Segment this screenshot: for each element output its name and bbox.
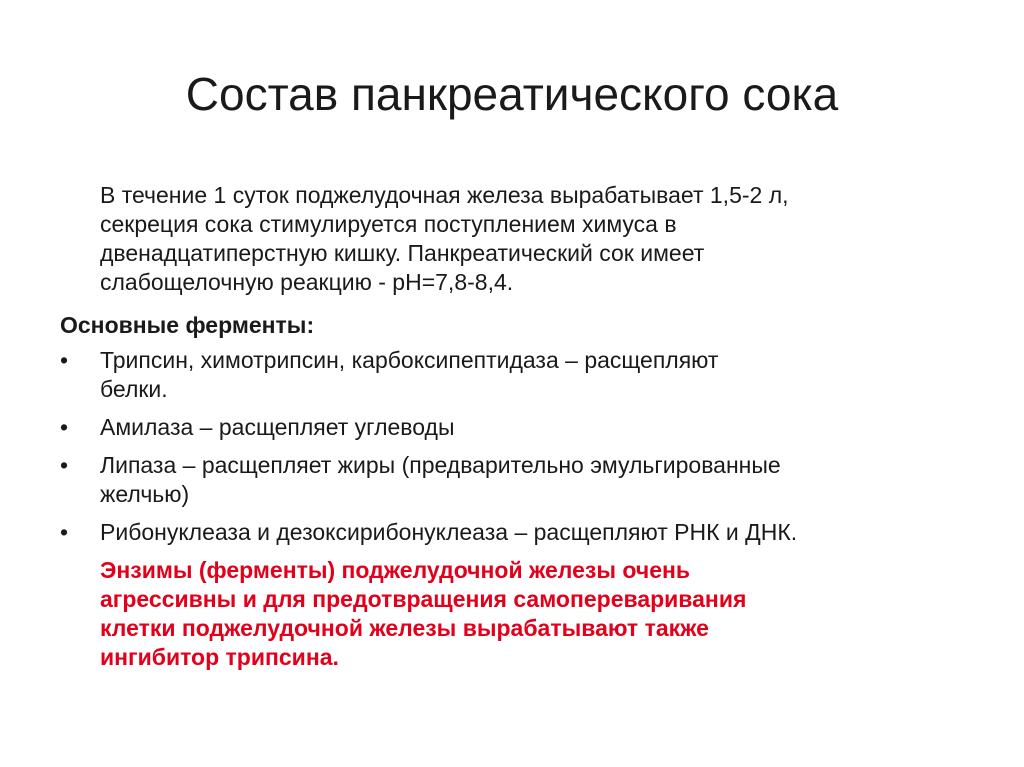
bullet-icon: • — [60, 347, 69, 373]
intro-line: слабощелочную реакцию - pH=7,8-8,4. — [100, 269, 514, 295]
warning-line: Энзимы (ферменты) поджелудочной железы очень — [100, 557, 691, 583]
list-item-line: Амилаза – расщепляет углеводы — [100, 414, 455, 440]
list-item-line: Липаза – расщепляет жиры (предварительно эмульгированные — [100, 452, 781, 478]
warning-line: клетки поджелудочной железы вырабатывают также — [100, 615, 709, 641]
list-item-line: желчью) — [100, 481, 190, 507]
warning-note — [60, 556, 980, 672]
enzymes-list — [60, 346, 980, 547]
slide-body — [60, 181, 980, 672]
bullet-icon: • — [60, 414, 69, 440]
list-item — [60, 518, 980, 547]
bullet-icon: • — [60, 452, 69, 478]
list-item — [60, 451, 980, 509]
intro-line: двенадцатиперстную кишку. Панкреатический сок имеет — [100, 240, 705, 266]
list-item-line: белки. — [100, 376, 168, 402]
enzymes-heading: Основные ферменты: — [60, 312, 315, 338]
list-item — [60, 346, 980, 404]
warning-line: агрессивны и для предотвращения самопереваривания — [100, 586, 747, 612]
intro-paragraph — [60, 181, 980, 297]
warning-line: ингибитор трипсина. — [100, 644, 339, 670]
list-item — [60, 413, 980, 442]
bullet-icon: • — [60, 519, 69, 545]
intro-line: секреция сока стимулируется поступлением химуса в — [100, 211, 677, 237]
intro-line: В течение 1 суток поджелудочная железа вырабатывает 1,5-2 л, — [100, 182, 789, 208]
list-item-line: Рибонуклеаза и дезоксирибонуклеаза – расщепляют РНК и ДНК. — [100, 519, 798, 545]
list-item-line: Трипсин, химотрипсин, карбоксипептидаза – расщепляют — [100, 347, 719, 373]
slide-title: Состав панкреатического сока — [185, 68, 839, 120]
